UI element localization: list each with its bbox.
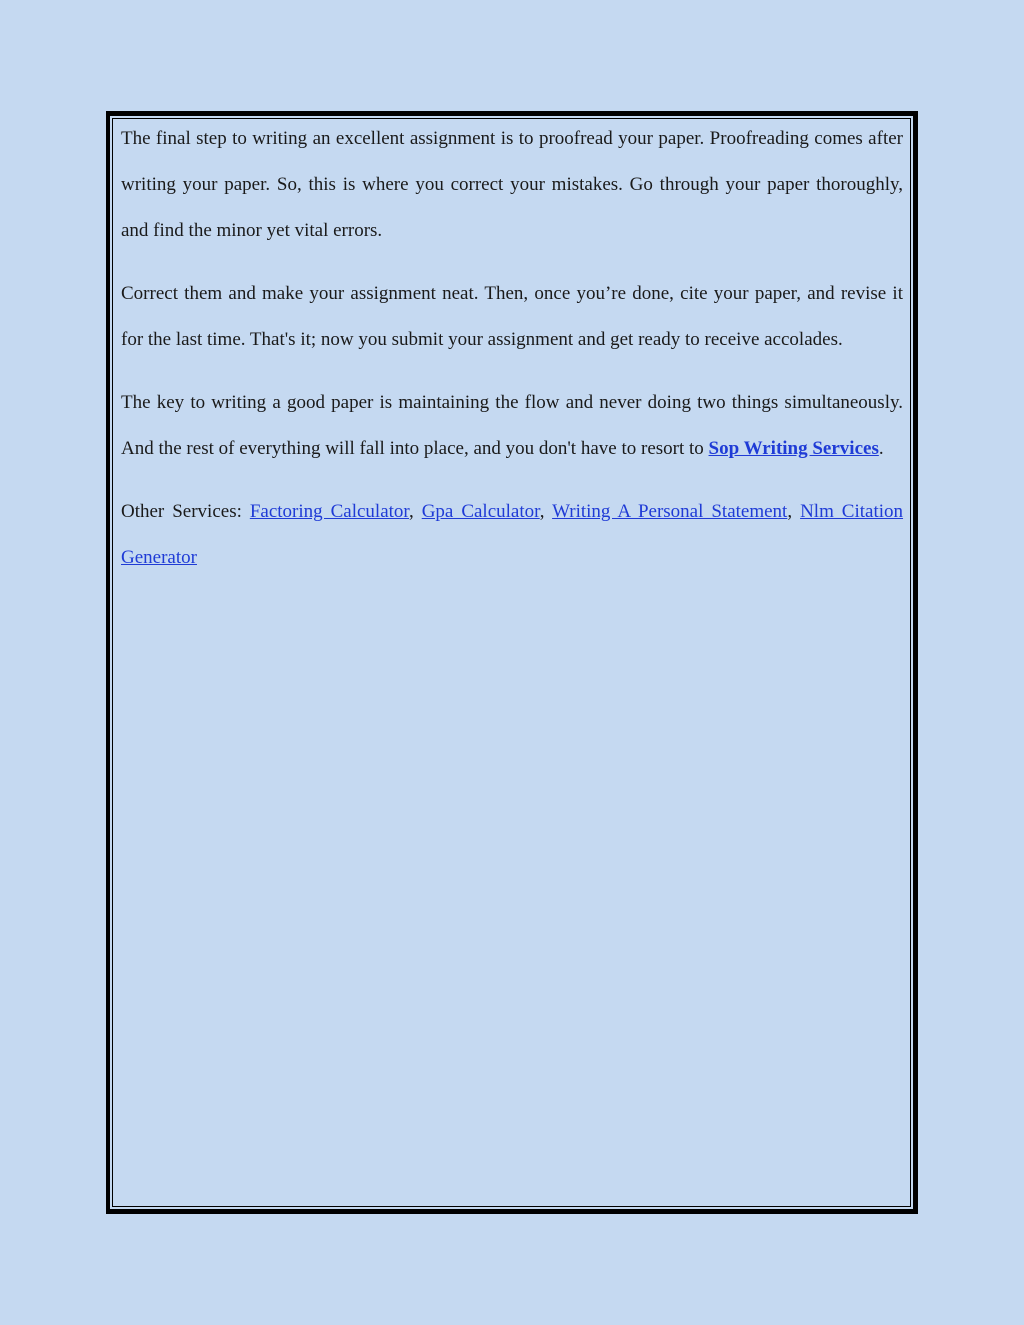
link-separator: , xyxy=(408,501,422,522)
sop-writing-services-link[interactable]: Sop Writing Services xyxy=(708,438,879,459)
nlm-citation-generator-link[interactable]: Nlm Citation Generator xyxy=(121,501,904,568)
paragraph-revise: Correct them and make your assignment neat. Then, once you’re done, cite your paper, and revise it for the last time. That's it; now you submit your assignment and get ready to receive accolades. xyxy=(121,283,903,350)
other-services-label: Other Services: xyxy=(121,501,250,522)
paragraph-key-to-writing xyxy=(121,380,903,472)
paragraph-key-period: . xyxy=(878,438,884,459)
paragraph-other-services xyxy=(121,489,903,581)
gpa-calculator-link[interactable]: Gpa Calculator xyxy=(421,501,540,522)
factoring-calculator-link[interactable]: Factoring Calculator xyxy=(249,501,409,522)
paragraph-key-text: The key to writing a good paper is maintaining the flow and never doing two things simultaneously. And the rest of everything will fall into place, and you don't have to resort to xyxy=(121,392,903,459)
paragraph-proofreading: The final step to writing an excellent assignment is to proofread your paper. Proofreading comes after writing your paper. So, this is where you correct your mistakes. Go through your paper thoroughly, and find the minor yet vital errors. xyxy=(121,128,903,241)
link-separator: , xyxy=(787,501,801,522)
link-separator: , xyxy=(539,501,553,522)
document-body xyxy=(121,116,903,598)
writing-personal-statement-link[interactable]: Writing A Personal Statement xyxy=(552,501,788,522)
